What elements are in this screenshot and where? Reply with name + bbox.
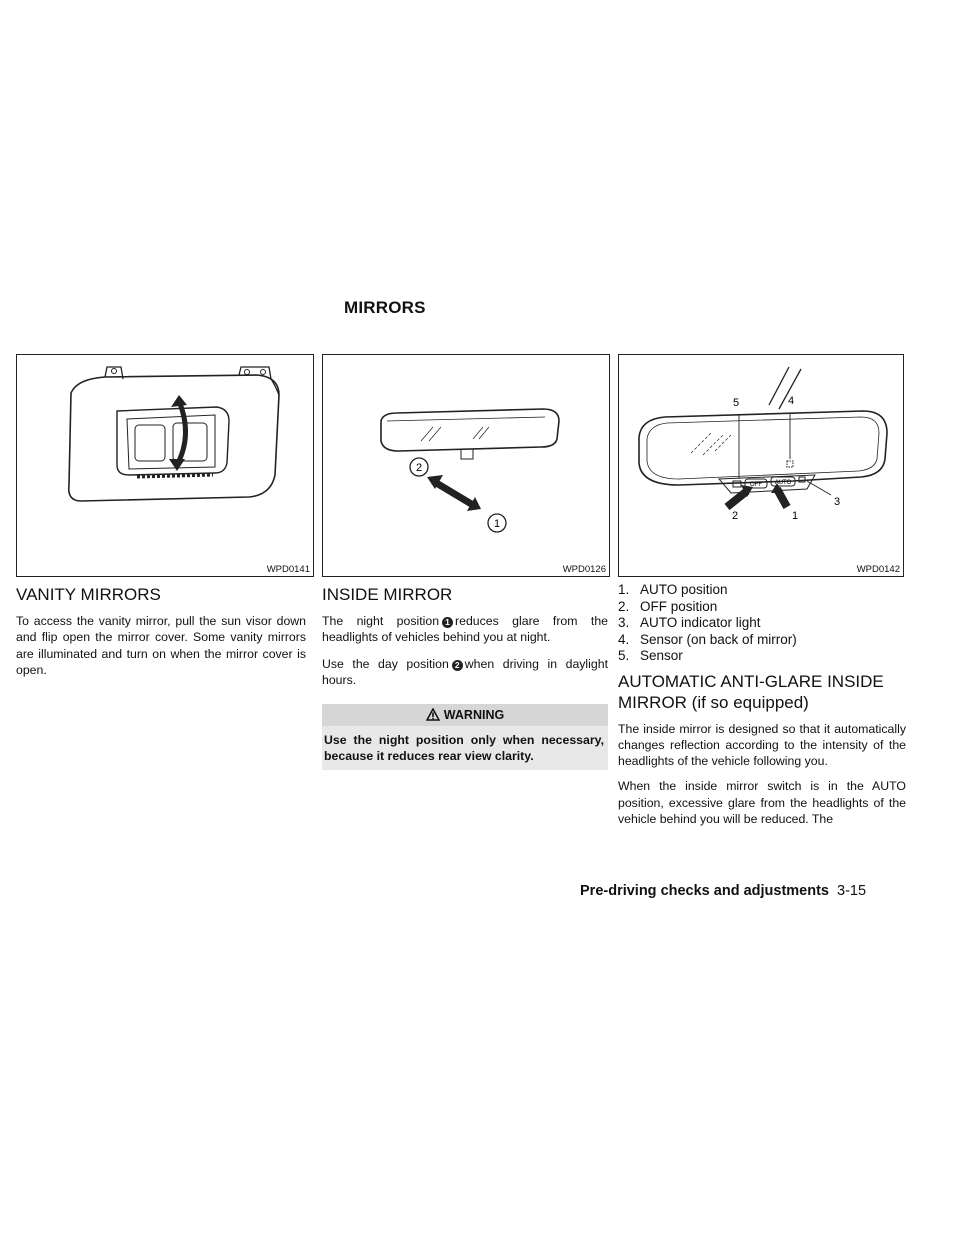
page-footer bbox=[580, 883, 866, 899]
figure-code: WPD0141 bbox=[266, 564, 310, 575]
rearview-mirror-illustration bbox=[323, 355, 609, 576]
figure-auto-mirror bbox=[618, 354, 904, 577]
off-button-label: OFF bbox=[750, 482, 762, 488]
callout-2: 2 bbox=[731, 510, 739, 522]
vanity-body: To access the vanity mirror, pull the sun visor down and flip open the mirror cover. Some vanity mirrors are illuminated and turn on when the mirror cover is open. bbox=[16, 614, 306, 677]
page-number: 3-15 bbox=[837, 883, 867, 899]
list-item: 2. OFF position bbox=[618, 598, 718, 614]
warning-icon bbox=[426, 706, 440, 728]
heading-vanity-mirrors: VANITY MIRRORS bbox=[16, 585, 161, 604]
figure-inside-mirror bbox=[322, 354, 610, 577]
callout-5: 5 bbox=[732, 397, 740, 409]
auto-button-label: AUTO bbox=[774, 480, 792, 486]
list-item: 4. Sensor (on back of mirror) bbox=[618, 631, 797, 647]
warning-box bbox=[322, 704, 608, 770]
inside-para-2: Use the day position 2 when driving in daylight hours. bbox=[322, 656, 608, 687]
inside-para-1: The night position 1 reduces glare from the headlights of vehicles behind you at night. bbox=[322, 614, 608, 645]
section-title: MIRRORS bbox=[344, 298, 426, 317]
callout-1: 1 bbox=[493, 518, 501, 530]
auto-dimming-mirror-illustration bbox=[619, 355, 903, 576]
legend-list bbox=[618, 582, 906, 665]
figure-code: WPD0142 bbox=[856, 564, 900, 575]
callout-badge-2: 2 bbox=[452, 660, 463, 671]
warning-header: WARNING bbox=[322, 704, 608, 726]
figure-vanity-mirror bbox=[16, 354, 314, 577]
callout-3: 3 bbox=[833, 496, 841, 508]
warning-text: Use the night position only when necessary, because it reduces rear view clarity. bbox=[322, 726, 608, 770]
auto-para-2: When the inside mirror switch is in the AUTO position, excessive glare from the headlights of the vehicle behind you will be reduced. The bbox=[618, 779, 906, 826]
figure-code: WPD0126 bbox=[562, 564, 606, 575]
callout-4: 4 bbox=[787, 395, 795, 407]
list-item: 1. AUTO position bbox=[618, 582, 728, 597]
heading-auto-anti-glare: AUTOMATIC ANTI-GLARE INSIDE MIRROR (if so equipped) bbox=[618, 671, 884, 712]
footer-section: Pre-driving checks and adjustments bbox=[580, 883, 829, 899]
callout-2: 2 bbox=[415, 462, 423, 474]
list-item: 5. Sensor bbox=[618, 648, 683, 663]
callout-1: 1 bbox=[791, 510, 799, 522]
auto-para-1: The inside mirror is designed so that it automatically changes reflection according to the intensity of the headlights of the vehicle following you. bbox=[618, 721, 906, 769]
heading-inside-mirror: INSIDE MIRROR bbox=[322, 585, 453, 604]
sun-visor-illustration bbox=[17, 355, 313, 576]
list-item: 3. AUTO indicator light bbox=[618, 615, 761, 630]
callout-badge-1: 1 bbox=[442, 617, 453, 628]
